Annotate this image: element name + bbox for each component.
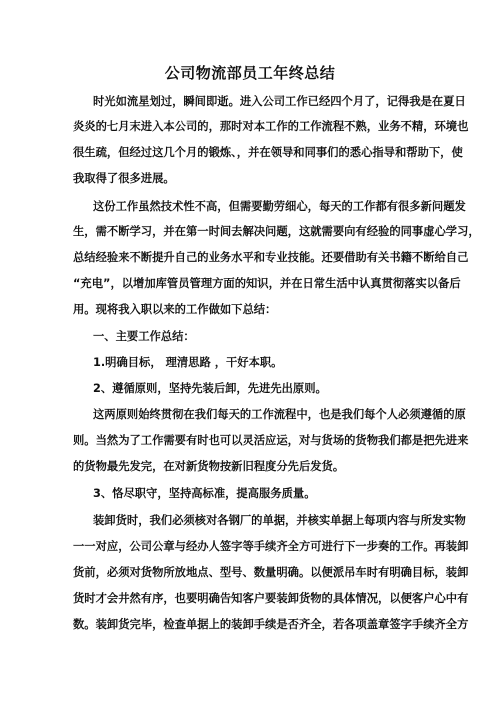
paragraph-line: 生，需不断学习，并在第一时间去解决问题，这就需要向有经验的同事虚心学习， — [73, 225, 480, 238]
paragraph-line: 我取得了很多进展。 — [73, 172, 175, 185]
paragraph-line: 则。当然为了工作需要有时也可以灵活应运，对与货场的货物我们都是把先进来 — [73, 434, 469, 447]
paragraph-line: 很生疏，但经过这几个月的锻炼、，并在领导和同事们的悉心指导和帮助下，使 — [73, 146, 463, 159]
paragraph-line: 货时才会井然有序，也要明确告知客户要装卸货物的具体情况，以便客户心中有 — [73, 592, 469, 605]
paragraph-line: 数。装卸货完毕，检查单据上的装卸手续是否齐全，若各项盖章签字手续齐全方 — [73, 618, 469, 631]
document-title: 公司物流部员工年终总结 — [164, 64, 336, 82]
paragraph-line: 装卸货时，我们必须核对各钢厂的单据，并核实单据上每项内容与所发实物 — [93, 514, 466, 527]
paragraph-line: 这份工作虽然技术性不高，但需要勤劳细心，每天的工作都有很多新问题发 — [93, 200, 466, 213]
item-heading: 1.明确目标， 理清思路 ，干好本职。 — [93, 356, 283, 369]
item-heading: 3、恪尽职守，坚持高标准，提高服务质量。 — [93, 487, 316, 500]
paragraph-line: 这两原则始终贯彻在我们每天的工作流程中，也是我们每个人必须遵循的原 — [93, 408, 466, 421]
paragraph-line: 的货物最先发完，在对新货物按新旧程度分先后发货。 — [73, 460, 345, 473]
paragraph-line: 货前，必须对货物所放地点、型号、数量明确。以便派吊车时有明确目标，装卸 — [73, 566, 469, 579]
paragraph-line: 炎炎的七月末进入本公司的，那时对本工作的工作流程不熟，业务不精，环境也 — [73, 120, 469, 133]
paragraph-line: 总结经验来不断提升自己的业务水平和专业技能。还要借助有关书籍不断给自己 — [73, 251, 469, 264]
paragraph-line: 用。现将我入职以来的工作做如下总结： — [73, 303, 277, 316]
paragraph-line: 时光如流星划过，瞬间即逝。进入公司工作已经四个月了，记得我是在夏日 — [93, 95, 466, 108]
section-heading: 一、主要工作总结： — [93, 330, 195, 343]
item-heading: 2、遵循原则，坚持先装后卸，先进先出原则。 — [93, 382, 327, 395]
paragraph-line: “充电”，以增加库管员管理方面的知识，并在日常生活中认真贯彻落实以备后 — [73, 277, 461, 290]
paragraph-line: 一一对应，公司公章与经办人签字等手续齐全方可进行下一步奏的工作。再装卸 — [73, 540, 469, 553]
